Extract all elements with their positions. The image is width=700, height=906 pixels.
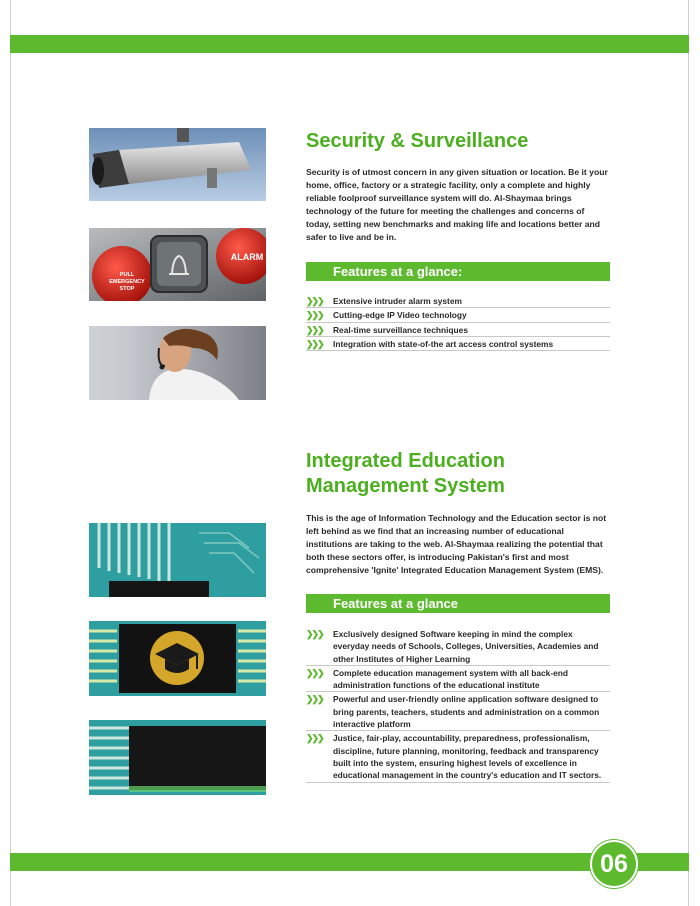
top-green-band [10, 35, 689, 53]
operator-photo [89, 326, 266, 400]
security-features-heading: Features at a glance: [306, 262, 610, 281]
list-item: ❯❯❯ Real-time surveillance techniques [306, 323, 610, 337]
camera-photo [89, 128, 266, 201]
chip-photo-graduation [89, 621, 266, 696]
alarm-panel-photo [89, 228, 266, 301]
chip-image-1 [89, 523, 266, 597]
double-chevron-right-icon: ❯❯❯ [306, 296, 323, 306]
list-item: ❯❯❯ Complete education management system with all back-end administration functions of the educational institute [306, 666, 610, 693]
emergency-label: EMERGENCY [109, 279, 145, 285]
page-number-badge: 06 [590, 840, 638, 888]
education-features-list [306, 627, 610, 783]
education-body: This is the age of Information Technology and the Education sector is not left behind as we find that an increasing number of educational institutions are taking to the web. Al-Shaymaa realizing the potential that both these sectors offer, is introducing Pakistan's first and most comprehensive 'Ignite' Integrated Education Management System (EMS). [306, 513, 607, 575]
double-chevron-right-icon: ❯❯❯ [306, 338, 323, 349]
security-body: Security is of utmost concern in any given situation or location. Be it your home, office, factory or a strategic facility, only a complete and highly reliable foolproof surveillance system will do. Al-Shaymaa brings technology of the future for meeting the challenges and concerns of today, setting new benchmarks and making life and locations better and safer to live and be in. [306, 167, 608, 242]
chip-image-3 [89, 720, 266, 795]
list-item: ❯❯❯ Cutting-edge IP Video technology [306, 308, 610, 322]
list-item: ❯❯❯ Exclusively designed Software keeping in mind the complex everyday needs of Schools, Colleges, Universities, Academies and other Institutes of Higher Learning [306, 627, 610, 666]
camera-image [89, 128, 266, 201]
alarm-label: ALARM [230, 252, 264, 262]
chip-photo-3 [89, 720, 266, 795]
double-chevron-right-icon: ❯❯❯ [306, 667, 323, 678]
stop-label: STOP [119, 286, 135, 292]
double-chevron-right-icon: ❯❯❯ [306, 629, 323, 639]
education-title-line1: Integrated Education [306, 450, 505, 472]
list-item: ❯❯❯ Justice, fair-play, accountability, preparedness, professionalism, discipline, future planning, monitoring, feedback and transparency built into the system, ensuring highest levels of excellence in educational management in the country's education and IT sectors. [306, 731, 610, 782]
education-title-line2: Management System [306, 475, 505, 497]
double-chevron-right-icon: ❯❯❯ [306, 694, 323, 705]
bottom-green-band [10, 853, 689, 871]
education-features-heading: Features at a glance [306, 594, 610, 613]
pull-label: PULL [119, 272, 135, 278]
double-chevron-right-icon: ❯❯❯ [306, 310, 323, 321]
alarm-panel-image [89, 228, 266, 301]
security-title: Security & Surveillance [306, 130, 529, 152]
double-chevron-right-icon: ❯❯❯ [306, 733, 323, 744]
list-item: ❯❯❯ Extensive intruder alarm system [306, 294, 610, 308]
chip-photo-1 [89, 523, 266, 597]
operator-image [89, 326, 266, 400]
list-item: ❯❯❯ Integration with state-of-the art access control systems [306, 337, 610, 351]
list-item: ❯❯❯ Powerful and user-friendly online application software designed to bring parents, teachers, students and administration on a common interactive platform [306, 692, 610, 731]
security-features-list [306, 294, 610, 351]
education-title [306, 449, 505, 499]
double-chevron-right-icon: ❯❯❯ [306, 324, 323, 335]
graduation-chip-image [89, 621, 266, 696]
